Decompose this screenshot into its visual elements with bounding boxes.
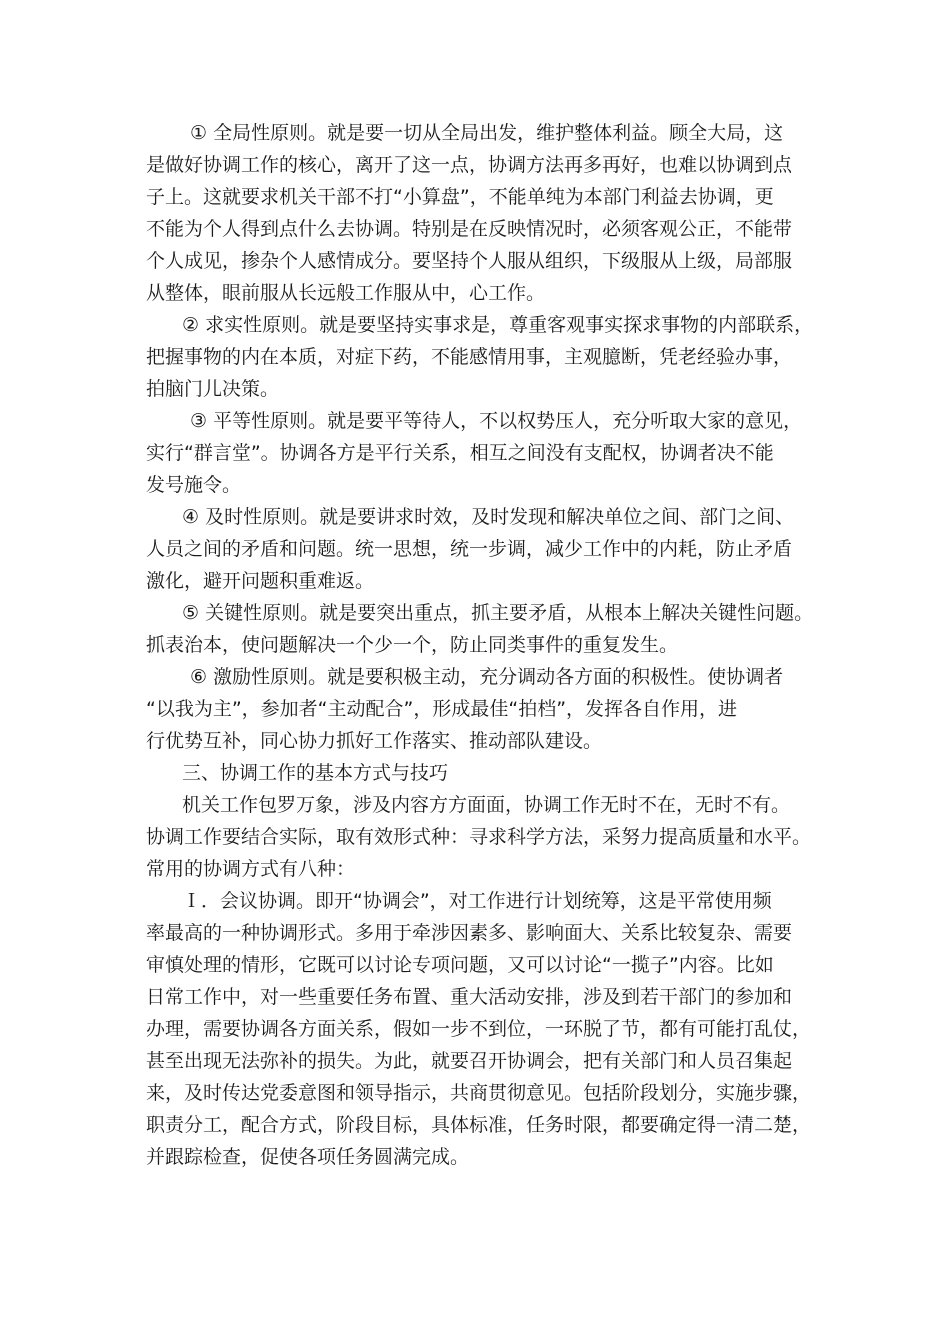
text-line: 常用的协调方式有八种： [146,858,356,880]
text-line: Ｉ．会议协调。即开“协调会”，对工作进行计划统筹，这是平常使用频 [182,890,772,912]
text-line: 是做好协调工作的核心，离开了这一点，协调方法再多再好，也难以协调到点 [146,154,793,176]
text-line: 并跟踪检查，促使各项任务圆满完成。 [146,1146,470,1168]
text-line: ⑤ 关键性原则。就是要突出重点，抓主要矛盾，从根本上解决关键性问题。 [182,602,814,624]
text-line: ① 全局性原则。就是要一切从全局出发，维护整体利益。顾全大局，这 [190,122,784,144]
text-line: 实行“群言堂”。协调各方是平行关系，相互之间没有支配权，协调者决不能 [146,442,774,464]
text-line: 激化，避开问题积重难返。 [146,570,375,592]
text-line: ③ 平等性原则。就是要平等待人，不以权势压人，充分听取大家的意见， [190,410,803,432]
text-line: 审慎处理的情形，它既可以讨论专项问题，又可以讨论“一揽子”内容。比如 [146,954,774,976]
text-line: 抓表治本，使问题解决一个少一个，防止同类事件的重复发生。 [146,634,679,656]
section-heading: 三、协调工作的基本方式与技巧 [182,762,449,784]
text-line: 协调工作要结合实际，取有效形式种：寻求科学方法，采努力提高质量和水平。 [146,826,812,848]
text-line: 把握事物的内在本质，对症下药，不能感情用事，主观臆断，凭老经验办事， [146,346,793,368]
text-line: ⑥ 激励性原则。就是要积极主动，充分调动各方面的积极性。使协调者 [190,666,784,688]
text-line: 人员之间的矛盾和问题。统一思想，统一步调，减少工作中的内耗，防止矛盾 [146,538,793,560]
text-line: ② 求实性原则。就是要坚持实事求是，尊重客观事实探求事物的内部联系， [182,314,814,336]
text-line: 职责分工，配合方式，阶段目标，具体标准，任务时限，都要确定得一清二楚， [146,1114,812,1136]
text-line: 办理，需要协调各方面关系，假如一步不到位，一环脱了节，都有可能打乱仗， [146,1018,812,1040]
text-line: “以我为主”，参加者“主动配合”，形成最佳“拍档”，发挥各自作用，进 [146,698,738,720]
text-line: 从整体，眼前服从长远般工作服从中，心工作。 [146,282,546,304]
text-line: 来，及时传达党委意图和领导指示，共商贯彻意见。包括阶段划分，实施步骤， [146,1082,812,1104]
text-line: 率最高的一种协调形式。多用于牵涉因素多、影响面大、关系比较复杂、需要 [146,922,793,944]
text-line: 子上。这就要求机关干部不打“小算盘”，不能单纯为本部门利益去协调，更 [146,186,774,208]
text-line: ④ 及时性原则。就是要讲求时效，及时发现和解决单位之间、部门之间、 [182,506,795,528]
text-line: 发号施令。 [146,474,242,496]
text-line: 拍脑门儿决策。 [146,378,280,400]
text-line: 不能为个人得到点什么去协调。特别是在反映情况时，必须客观公正，不能带 [146,218,793,240]
text-line: 机关工作包罗万象，涉及内容方方面面，协调工作无时不在，无时不有。 [182,794,791,816]
text-line: 日常工作中，对一些重要任务布置、重大活动安排，涉及到若干部门的参加和 [146,986,793,1008]
text-line: 甚至出现无法弥补的损失。为此，就要召开协调会，把有关部门和人员召集起 [146,1050,793,1072]
text-line: 行优势互补，同心协力抓好工作落实、推动部队建设。 [146,730,603,752]
text-line: 个人成见，掺杂个人感情成分。要坚持个人服从组织，下级服从上级，局部服 [146,250,793,272]
